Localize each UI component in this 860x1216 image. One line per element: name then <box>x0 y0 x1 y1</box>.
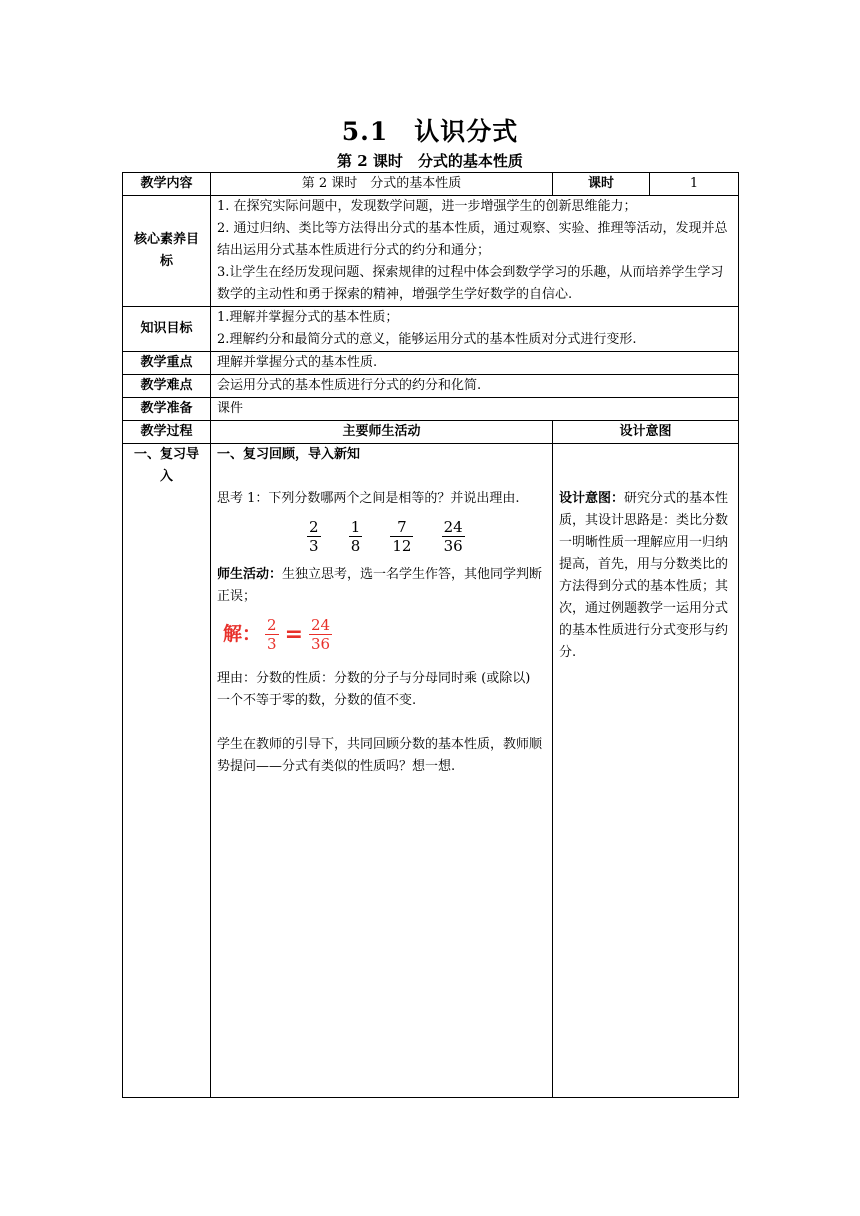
intent-text: 研究分式的基本性质，其设计思路是：类比分数一明晰性质一理解应用一归纳提高，首先，用与分数类比的方法得到分式的基本性质；其次，通过例题教学一运用分式的基本性质进行分式变形与约分. <box>559 491 729 660</box>
core-label: 核心素养目标 <box>123 196 211 307</box>
solution-left-fraction <box>265 616 279 653</box>
prep-value: 课件 <box>211 398 739 421</box>
fraction <box>390 518 413 555</box>
key-label: 教学重点 <box>123 352 211 375</box>
activity-text: 生独立思考，选一名学生作答，其他同学判断正误； <box>217 567 543 604</box>
equals-sign: = <box>284 621 303 647</box>
intent-block <box>559 444 732 664</box>
row-knowledge <box>123 307 739 352</box>
knowledge-goals <box>211 307 739 352</box>
denominator: 3 <box>309 537 319 555</box>
row-core-literacy <box>123 196 739 307</box>
key-value: 理解并掌握分式的基本性质. <box>211 352 739 375</box>
numerator: 1 <box>350 518 361 536</box>
row-review <box>123 444 739 1098</box>
activity-label: 师生活动： <box>217 567 283 582</box>
numerator: 2 <box>309 518 319 536</box>
core-goals <box>211 196 739 307</box>
lesson-plan-table <box>122 172 739 1098</box>
numerator: 24 <box>443 518 463 536</box>
row-difficulty <box>123 375 739 398</box>
core-goal-item: 3.让学生在经历发现问题、探索规律的过程中体会到数学学习的乐趣，从而培养学生学习数学的主动性和勇于探索的精神，增强学生学好数学的自信心. <box>217 265 724 302</box>
numerator: 24 <box>311 616 331 634</box>
denominator: 8 <box>350 537 361 555</box>
core-goal-item: 1. 在探究实际问题中，发现数学问题，进一步增强学生的创新思维能力； <box>217 199 637 214</box>
intent-label: 设计意图： <box>559 491 625 506</box>
difficulty-label: 教学难点 <box>123 375 211 398</box>
period-value: 1 <box>650 173 739 196</box>
knowledge-goal-item: 1.理解并掌握分式的基本性质； <box>217 310 399 325</box>
fraction-list <box>295 518 546 564</box>
solution <box>223 616 546 668</box>
content-value: 第 2 课时 分式的基本性质 <box>211 173 553 196</box>
process-label: 教学过程 <box>123 421 211 444</box>
denominator: 3 <box>267 635 277 653</box>
numerator: 2 <box>267 616 277 634</box>
solution-right-fraction <box>309 616 332 653</box>
reason-text: 理由：分数的性质：分数的分子与分母同时乘 (或除以) 一个不等于零的数，分数的值不变. <box>217 671 531 708</box>
page-title: 5.1 认识分式 <box>341 117 519 146</box>
fraction <box>349 518 363 555</box>
row-key-point <box>123 352 739 375</box>
guide-text: 学生在教师的引导下，共同回顾分数的基本性质，教师顺势提问——分式有类似的性质吗？想一想. <box>217 737 543 774</box>
denominator: 36 <box>311 635 331 653</box>
numerator: 7 <box>390 518 413 537</box>
fraction <box>307 518 321 555</box>
review-heading: 一、复习回顾，导入新知 <box>217 447 361 462</box>
period-label: 课时 <box>553 173 650 196</box>
prep-label: 教学准备 <box>123 398 211 421</box>
page-subtitle: 第 2 课时 分式的基本性质 <box>337 152 523 170</box>
intent-header: 设计意图 <box>553 421 739 444</box>
knowledge-label: 知识目标 <box>123 307 211 352</box>
solution-label: 解： <box>223 623 262 645</box>
core-goal-item: 2. 通过归纳、类比等方法得出分式的基本性质，通过观察、实验、推理等活动，发现并总结出运用分式基本性质进行分式的约分和通分； <box>217 221 728 258</box>
row-preparation <box>123 398 739 421</box>
review-label: 一、复习导入 <box>123 444 211 1098</box>
difficulty-value: 会运用分式的基本性质进行分式的约分和化简. <box>211 375 739 398</box>
design-intent <box>553 444 739 1098</box>
row-content <box>123 173 739 196</box>
denominator: 36 <box>443 537 463 555</box>
fraction <box>442 518 465 555</box>
teacher-student-activity <box>217 564 546 608</box>
content-label: 教学内容 <box>123 173 211 196</box>
row-process-header <box>123 421 739 444</box>
denominator: 12 <box>392 537 412 555</box>
activity-header: 主要师生活动 <box>211 421 553 444</box>
think-question: 思考 1：下列分数哪两个之间是相等的？并说出理由. <box>217 491 520 506</box>
knowledge-goal-item: 2.理解约分和最简分式的意义，能够运用分式的基本性质对分式进行变形. <box>217 332 637 347</box>
review-activities <box>211 444 553 1098</box>
